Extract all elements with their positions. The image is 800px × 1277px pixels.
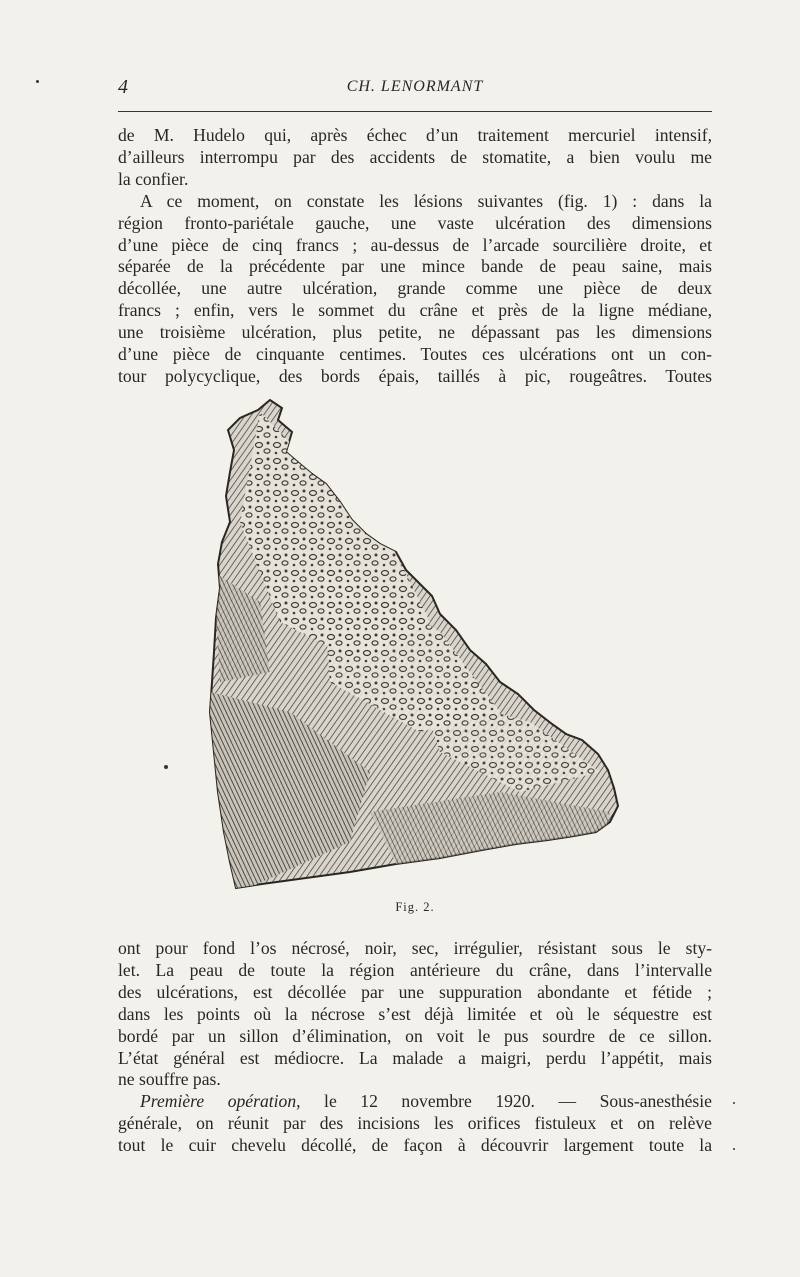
paper-speck	[36, 80, 39, 83]
text-line: dans les points où la nécrose s’est déjà limitée et où le séquestre est	[118, 1003, 712, 1024]
page-header	[118, 76, 712, 104]
text-line: L’état général est médiocre. La malade a maigri, perdu l’appétit, mais	[118, 1047, 712, 1068]
text-line: let. La peau de toute la région antérieure du crâne, dans l’intervalle	[118, 959, 712, 980]
text-line: ne souffre pas.	[118, 1069, 221, 1090]
text-line: francs ; enfin, vers le sommet du crâne et près de la ligne médiane,	[118, 300, 712, 321]
text-block-top	[118, 125, 712, 388]
text-line: une troisième ulcération, plus petite, ne dépassant pas les dimensions	[118, 322, 712, 343]
figure-caption: Fig. 2.	[395, 900, 435, 914]
text-block-bottom	[118, 938, 712, 1157]
page-number: 4	[118, 76, 128, 98]
text-line: de M. Hudelo qui, après échec d’un traitement mercuriel intensif,	[118, 125, 712, 145]
text-line: tour polycyclique, des bords épais, taillés à pic, rougeâtres. Toutes	[118, 365, 712, 386]
text-line: décollée, une autre ulcération, grande comme une pièce de deux	[118, 278, 712, 299]
paper-speck	[733, 1148, 735, 1150]
section-heading: Première opération,	[140, 1091, 301, 1112]
text-line: tout le cuir chevelu décollé, de façon à découvrir largement toute la	[118, 1135, 712, 1156]
text-line: d’ailleurs interrompu par des accidents de stomatite, a bien voulu me	[118, 146, 712, 167]
bone-sequestrum-illustration	[200, 392, 622, 892]
text-line: bordé par un sillon d’élimination, on voit le pus sourdre de ce sillon.	[118, 1025, 712, 1046]
text-line: séparée de la précédente par une mince bande de peau saine, mais	[118, 256, 712, 277]
text-line: la confier.	[118, 168, 189, 189]
running-head: CH. LENORMANT	[346, 78, 484, 95]
text-line: d’une pièce de cinq francs ; au-dessus de l’arcade sourcilière droite, et	[118, 234, 712, 255]
text-line: générale, on réunit par des incisions les orifices fistuleux et on relève	[118, 1113, 712, 1134]
text-line: région fronto-pariétale gauche, une vaste ulcération des dimensions	[118, 212, 712, 233]
text-line: A ce moment, on constate les lésions suivantes (fig. 1) : dans la	[140, 190, 712, 211]
text-line: ont pour fond l’os nécrosé, noir, sec, irrégulier, résistant sous le sty-	[118, 938, 712, 958]
text-line: des ulcérations, est décollée par une suppuration abondante et fétide ;	[118, 981, 712, 1002]
header-rule	[118, 111, 712, 112]
text-line: d’une pièce de cinquante centimes. Toutes ces ulcérations ont un con-	[118, 344, 712, 365]
paper-speck	[733, 1102, 735, 1104]
text-line	[118, 1091, 712, 1113]
paper-speck	[164, 765, 168, 769]
text-fragment: le 12 novembre 1920. — Sous-anesthésie	[300, 1091, 712, 1112]
